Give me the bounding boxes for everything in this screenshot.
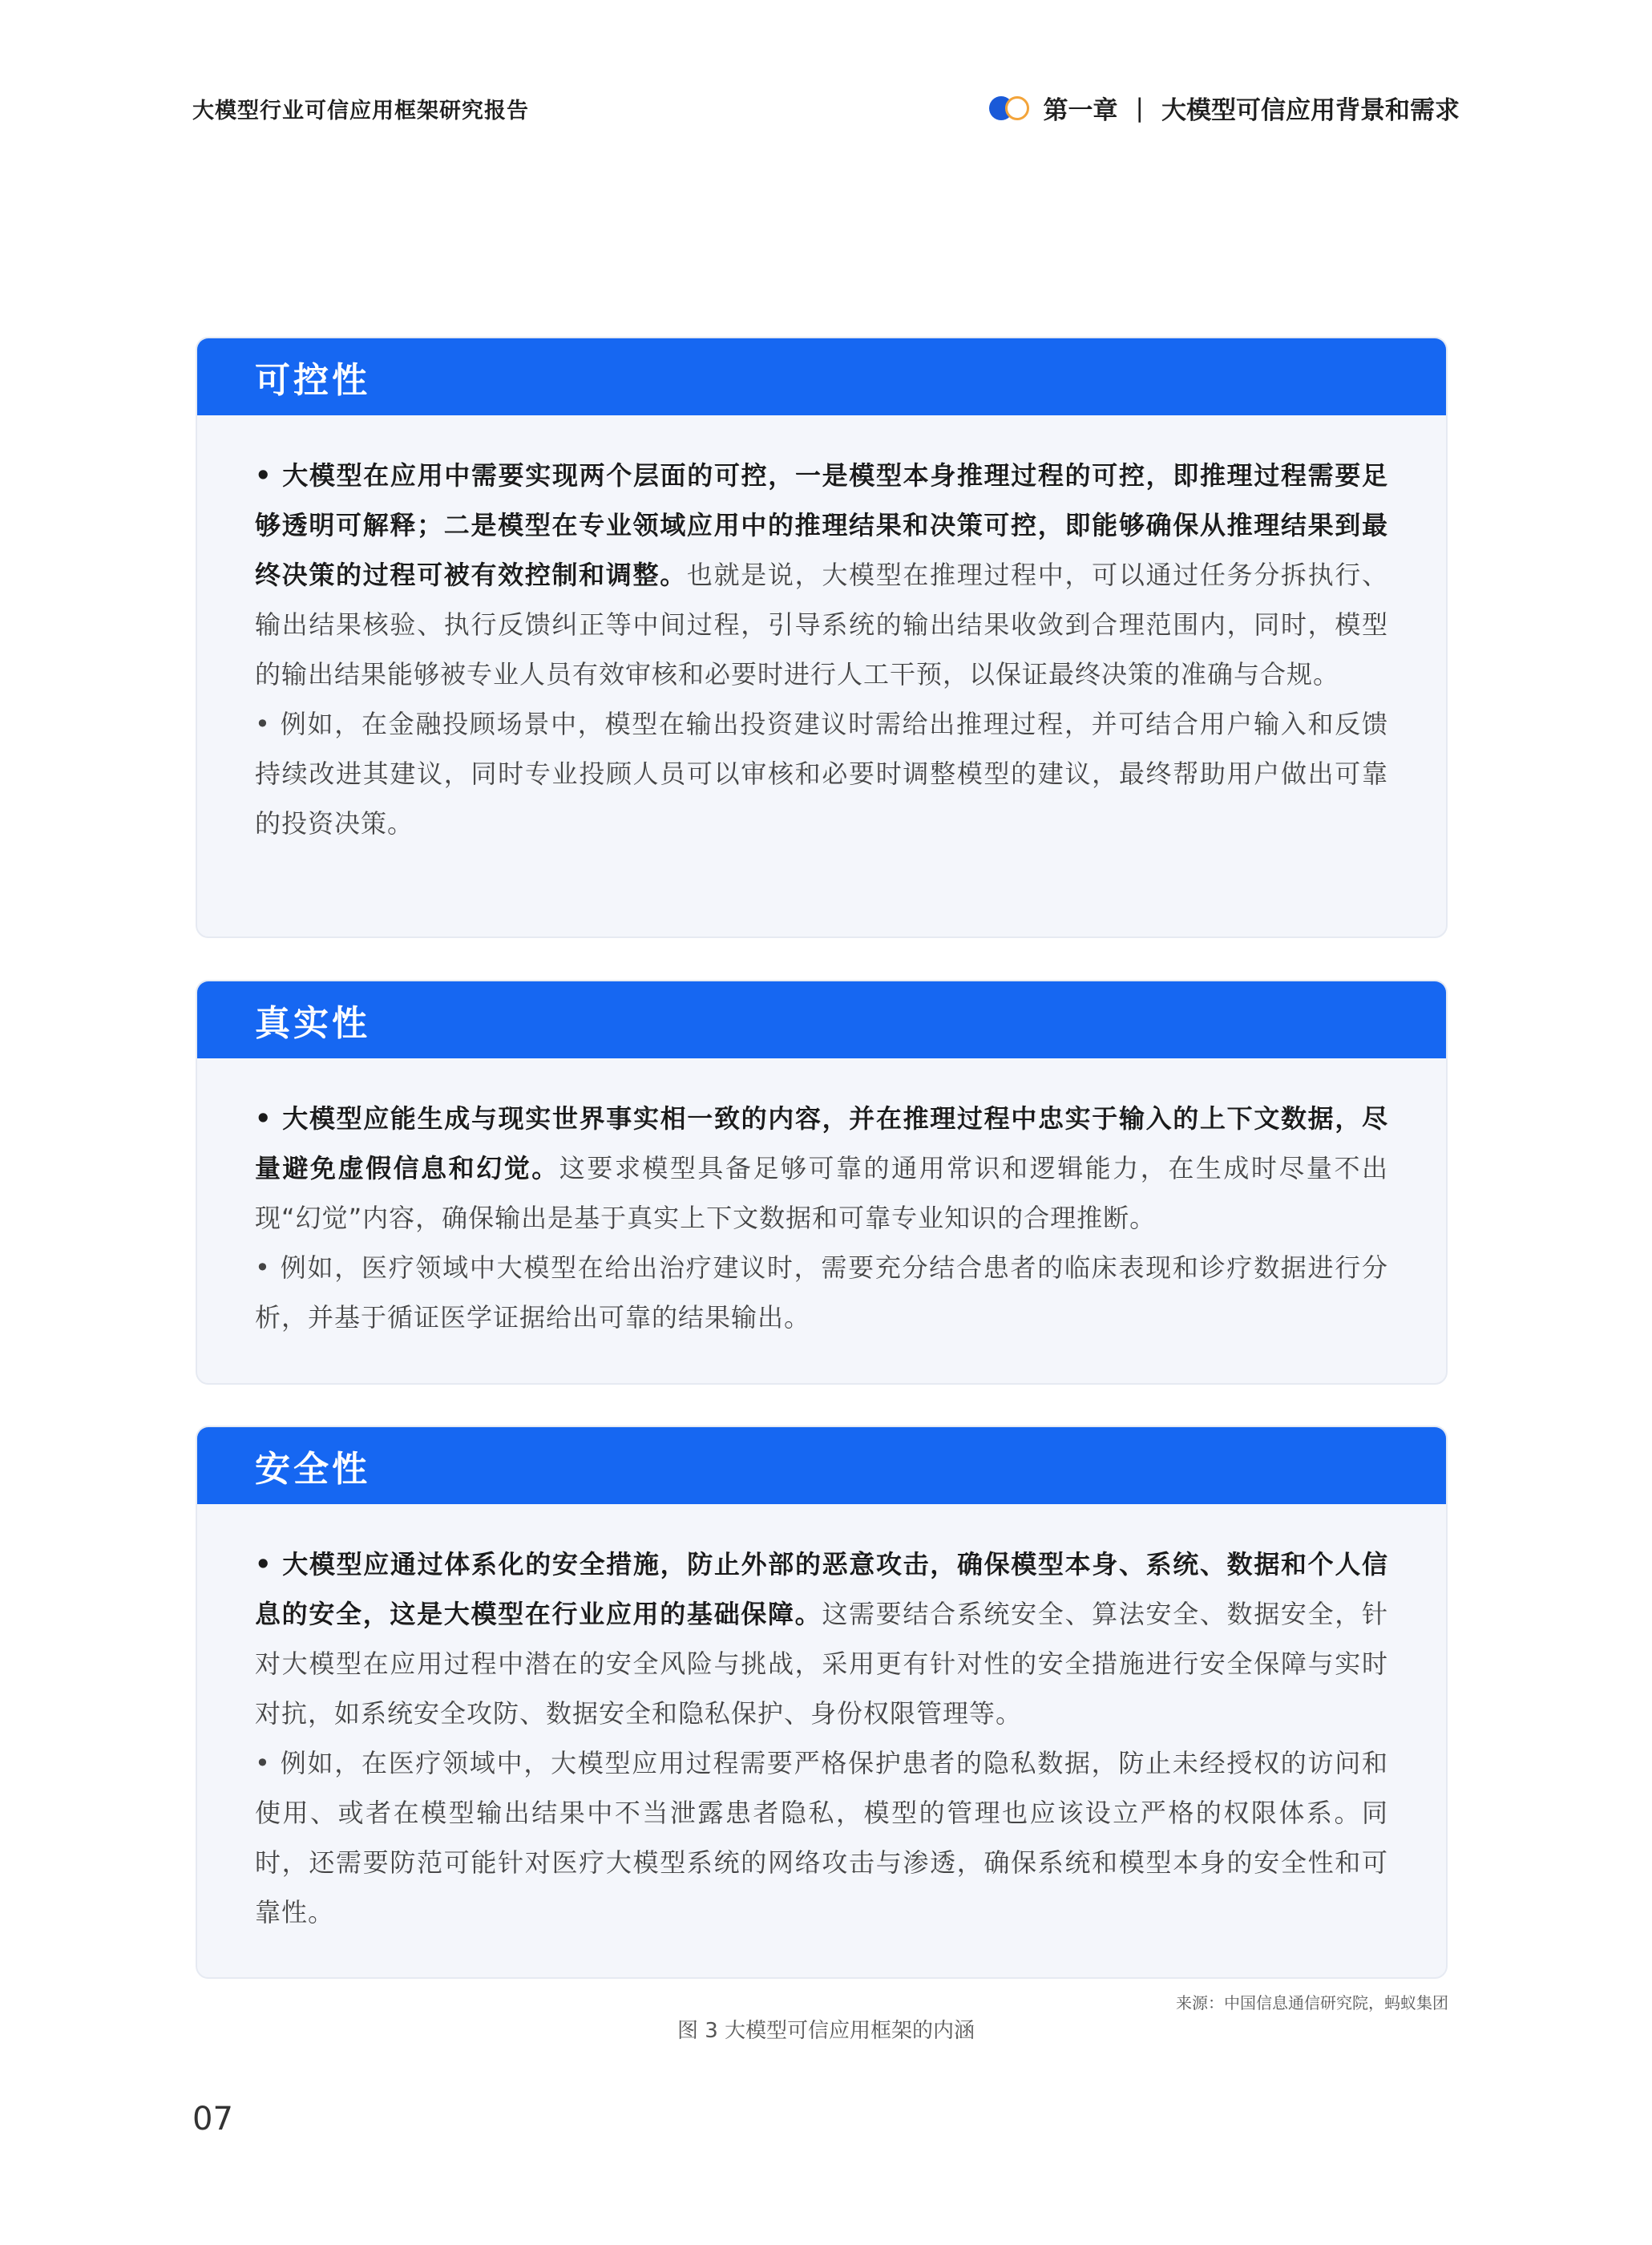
- paragraph-text: • 例如，在金融投顾场景中，模型在输出投资建议时需给出推理过程，并可结合用户输入和反馈持续改进其建议，同时专业投顾人员可以审核和必要时调整模型的建议，最终帮助用户做出可靠的投资决策。: [255, 709, 1388, 839]
- chapter-separator: |: [1135, 93, 1144, 123]
- section-paragraph: [255, 1738, 1388, 1937]
- figure-source: 来源：中国信息通信研究院，蚂蚁集团: [1176, 1993, 1448, 2012]
- section-card-security: [196, 1426, 1448, 1979]
- section-title: 安全性: [255, 1449, 370, 1490]
- chapter-heading: [989, 90, 1460, 126]
- section-card-controllability: [196, 337, 1448, 938]
- section-title: 真实性: [255, 1003, 370, 1044]
- section-paragraph: [255, 1243, 1388, 1342]
- paragraph-text: • 例如，医疗领域中大模型在给出治疗建议时，需要充分结合患者的临床表现和诊疗数据进行分析，并基于循证医学证据给出可靠的结果输出。: [255, 1252, 1388, 1333]
- section-header: [197, 1427, 1446, 1504]
- paragraph-text: • 例如，在医疗领域中，大模型应用过程需要严格保护患者的隐私数据，防止未经授权的访问和使用、或者在模型输出结果中不当泄露患者隐私，模型的管理也应该设立严格的权限体系。同时，还需要防范可能针对医疗大模型系统的网络攻击与渗透，确保系统和模型本身的安全性和可靠性。: [255, 1748, 1388, 1927]
- section-body: [197, 1058, 1446, 1342]
- report-title: 大模型行业可信应用框架研究报告: [192, 99, 529, 123]
- page-number: 07: [192, 2101, 233, 2138]
- section-paragraph: [255, 1094, 1388, 1243]
- paragraph-text: 这要求模型具备足够可靠的通用常识和逻辑能力，在生成时尽量不出现“幻觉”内容，确保输出是基于真实上下文数据和可靠专业知识的合理推断。: [255, 1153, 1388, 1233]
- paragraph-text: 这需要结合系统安全、算法安全、数据安全，针对大模型在应用过程中潜在的安全风险与挑战，采用更有针对性的安全措施进行安全保障与实时对抗，如系统安全攻防、数据安全和隐私保护、身份权限管理等。: [255, 1599, 1388, 1729]
- figure-caption: 图 3 大模型可信应用框架的内涵: [677, 2019, 975, 2043]
- paragraph-emphasis: • 大模型在应用中需要实现两个层面的可控，一是模型本身推理过程的可控，即推理过程需要足够透明可解释；二是模型在专业领域应用中的推理结果和决策可控，即能够确保从推理结果到最终决策的过程可被有效控制和调整。: [255, 460, 1388, 590]
- section-paragraph: [255, 1539, 1388, 1738]
- paragraph-emphasis: • 大模型应通过体系化的安全措施，防止外部的恶意攻击，确保模型本身、系统、数据和个人信息的安全，这是大模型在行业应用的基础保障。: [255, 1549, 1388, 1629]
- section-body: [197, 1504, 1446, 1937]
- chapter-label: 第一章: [1043, 96, 1118, 125]
- section-body: [197, 415, 1446, 848]
- section-header: [197, 338, 1446, 415]
- section-paragraph: [255, 451, 1388, 699]
- toggle-icon: [989, 96, 1031, 120]
- paragraph-emphasis: • 大模型应能生成与现实世界事实相一致的内容，并在推理过程中忠实于输入的上下文数据，尽量避免虚假信息和幻觉。: [255, 1103, 1388, 1183]
- section-title: 可控性: [255, 360, 370, 401]
- section-paragraph: [255, 699, 1388, 848]
- chapter-title: 大模型可信应用背景和需求: [1161, 96, 1460, 125]
- section-header: [197, 981, 1446, 1058]
- section-card-truthfulness: [196, 980, 1448, 1385]
- paragraph-text: 也就是说，大模型在推理过程中，可以通过任务分拆执行、输出结果核验、执行反馈纠正等中间过程，引导系统的输出结果收敛到合理范围内，同时，模型的输出结果能够被专业人员有效审核和必要时进行人工干预，以保证最终决策的准确与合规。: [255, 560, 1388, 690]
